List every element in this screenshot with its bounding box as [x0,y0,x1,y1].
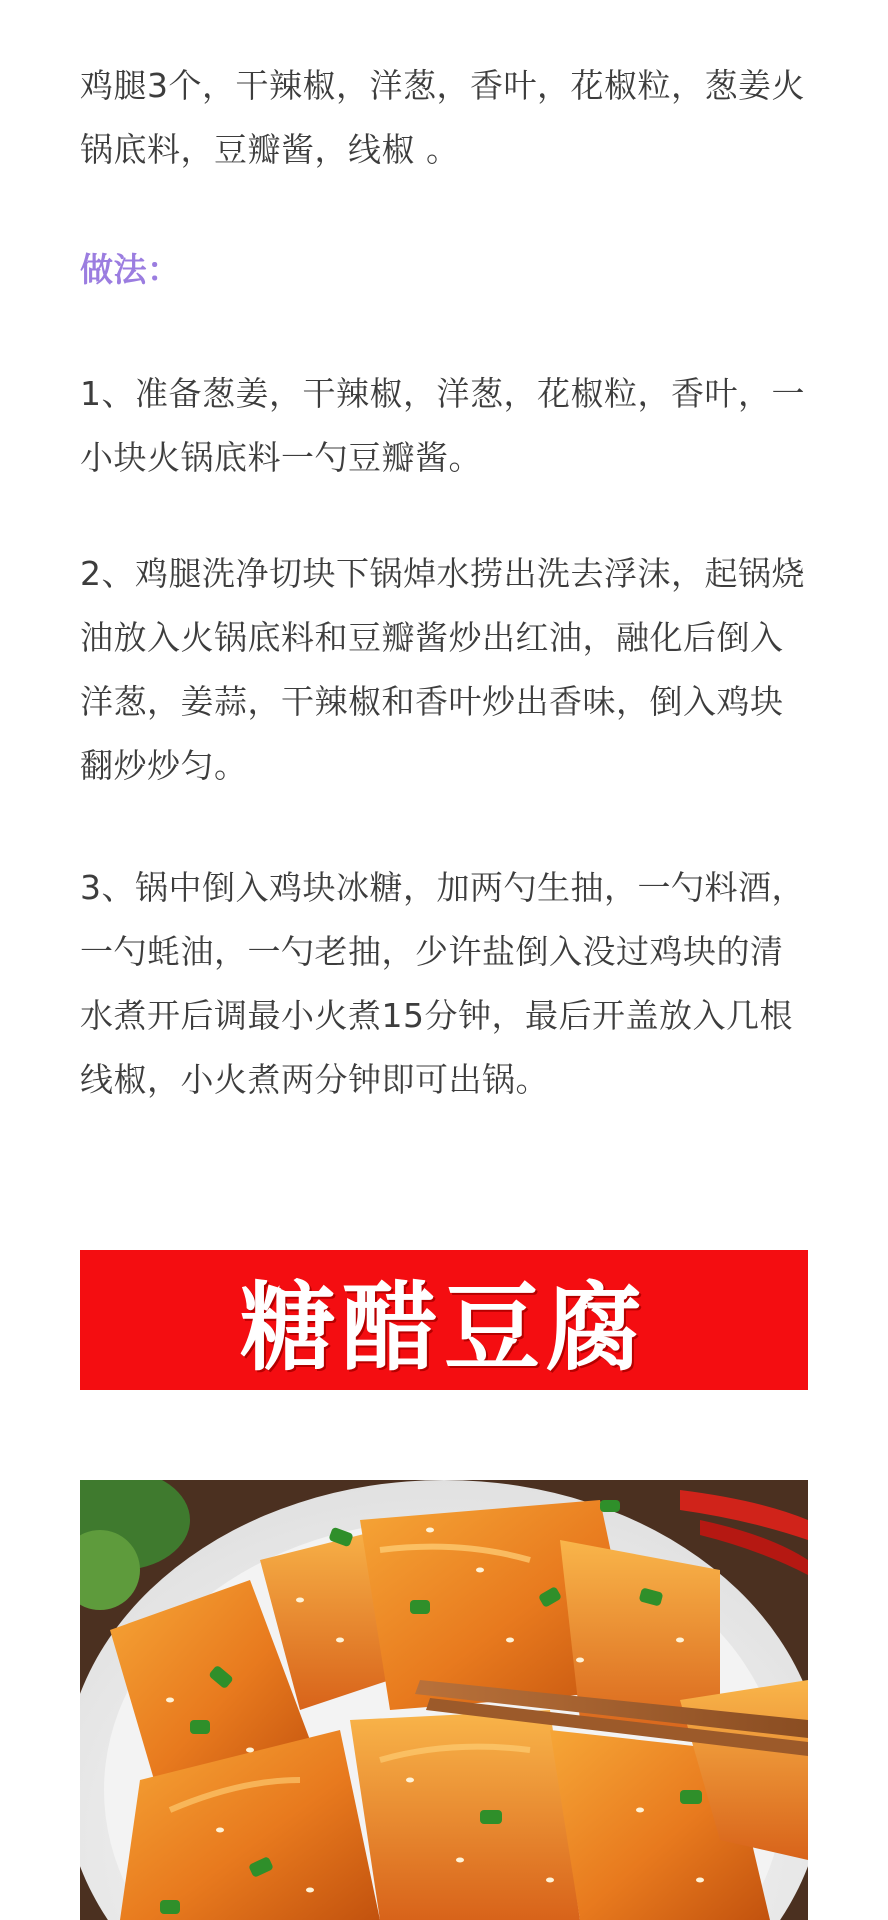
dish-title: 糖醋豆腐 [240,1271,648,1384]
tofu-dish-illustration [80,1480,808,1920]
step-3-text: 3、锅中倒入鸡块冰糖，加两勺生抽，一勺料酒，一勺蚝油，一勺老抽，少许盐倒入没过鸡块的清水煮开后调最小火煮15分钟，最后开盖放入几根线椒，小火煮两分钟即可出锅。 [80,868,805,1099]
step-1-text: 1、准备葱姜，干辣椒，洋葱，花椒粒，香叶，一小块火锅底料一勺豆瓣酱。 [80,374,805,477]
dish-photo [80,1480,808,1920]
ingredients-text: 鸡腿3个，干辣椒，洋葱，香叶，花椒粒，葱姜火锅底料，豆瓣酱，线椒 。 [80,66,805,169]
step-2-text: 2、鸡腿洗净切块下锅焯水捞出洗去浮沫，起锅烧油放入火锅底料和豆瓣酱炒出红油，融化后倒入洋葱，姜蒜，干辣椒和香叶炒出香味，倒入鸡块翻炒炒匀。 [80,554,805,785]
dish-title-banner [80,1250,808,1390]
method-heading: 做法： [80,250,181,289]
